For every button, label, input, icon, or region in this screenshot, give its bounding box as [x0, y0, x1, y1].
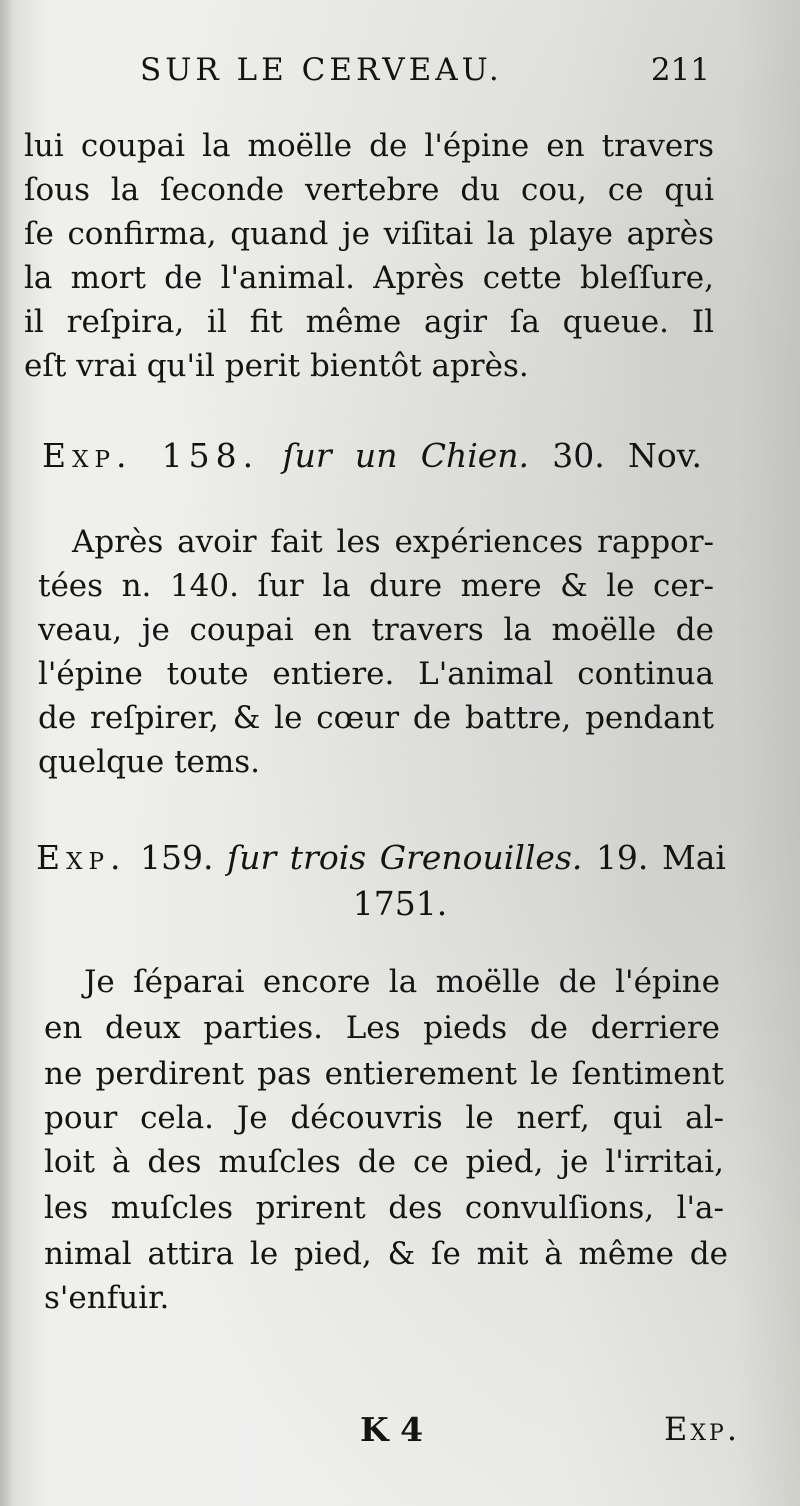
paragraph3-line: Je ſéparai encore la moëlle de l'épine [84, 964, 720, 1000]
paragraph2-line: tées n. 140. ſur la dure mere & le cer- [38, 568, 714, 604]
paragraph1-line: la mort de l'animal. Après cette bleſſure, [24, 260, 714, 296]
paragraph3-line: pour cela. Je découvris le nerf, qui al- [44, 1100, 724, 1136]
experiment-label: Exp. 158. [42, 436, 260, 475]
paragraph3-line: ne perdirent pas entierement le ſentiment [44, 1056, 724, 1092]
page-header [140, 52, 710, 92]
signature-mark: K 4 [360, 1410, 424, 1449]
page-number: 211 [650, 52, 710, 88]
experiment-subject: ſur trois Grenouilles. [227, 838, 583, 877]
paragraph1-line: lui coupai la moëlle de l'épine en travers [24, 128, 714, 164]
catchword: Exp. [664, 1410, 740, 1448]
experiment-date: 19. Mai [595, 838, 726, 877]
paragraph3-line: les muſcles prirent des convulſions, l'a- [44, 1190, 724, 1226]
paragraph2-line: Après avoir fait les expériences rappor- [72, 524, 714, 560]
paragraph2-line: veau, je coupai en travers la moëlle de [38, 612, 714, 648]
paragraph1-line: ſe confirma, quand je viſitai la playe après [24, 216, 714, 252]
paragraph2-line: quelque tems. [38, 744, 261, 780]
paragraph1-line: ſous la ſeconde vertebre du cou, ce qui [24, 172, 714, 208]
experiment-159-year: 1751. [352, 884, 448, 923]
page-gutter-shadow [0, 0, 14, 1506]
paragraph3-line: nimal attira le pied, & ſe mit à même de [44, 1236, 728, 1272]
experiment-date: 30. Nov. [552, 436, 702, 475]
paragraph2-line: l'épine toute entiere. L'animal continua [38, 656, 714, 692]
running-title: SUR LE CERVEAU. [140, 52, 503, 88]
experiment-number: 159. [139, 838, 214, 877]
experiment-158-heading [42, 436, 702, 475]
experiment-159-heading [36, 838, 726, 877]
paragraph1-line: il reſpira, il fit même agir ſa queue. Il [24, 304, 714, 340]
experiment-subject: ſur un Chien. [282, 436, 530, 475]
paragraph3-line: loit à des muſcles de ce pied, je l'irritai, [44, 1144, 724, 1180]
paragraph3-line: en deux parties. Les pieds de derriere [44, 1010, 720, 1046]
paragraph2-line: de reſpirer, & le cœur de battre, pendant [38, 700, 714, 736]
paragraph3-line: s'enfuir. [44, 1280, 170, 1316]
experiment-label: Exp. [36, 838, 127, 877]
paragraph1-line: eſt vrai qu'il perit bientôt après. [24, 348, 529, 384]
page-footer [360, 1410, 740, 1454]
